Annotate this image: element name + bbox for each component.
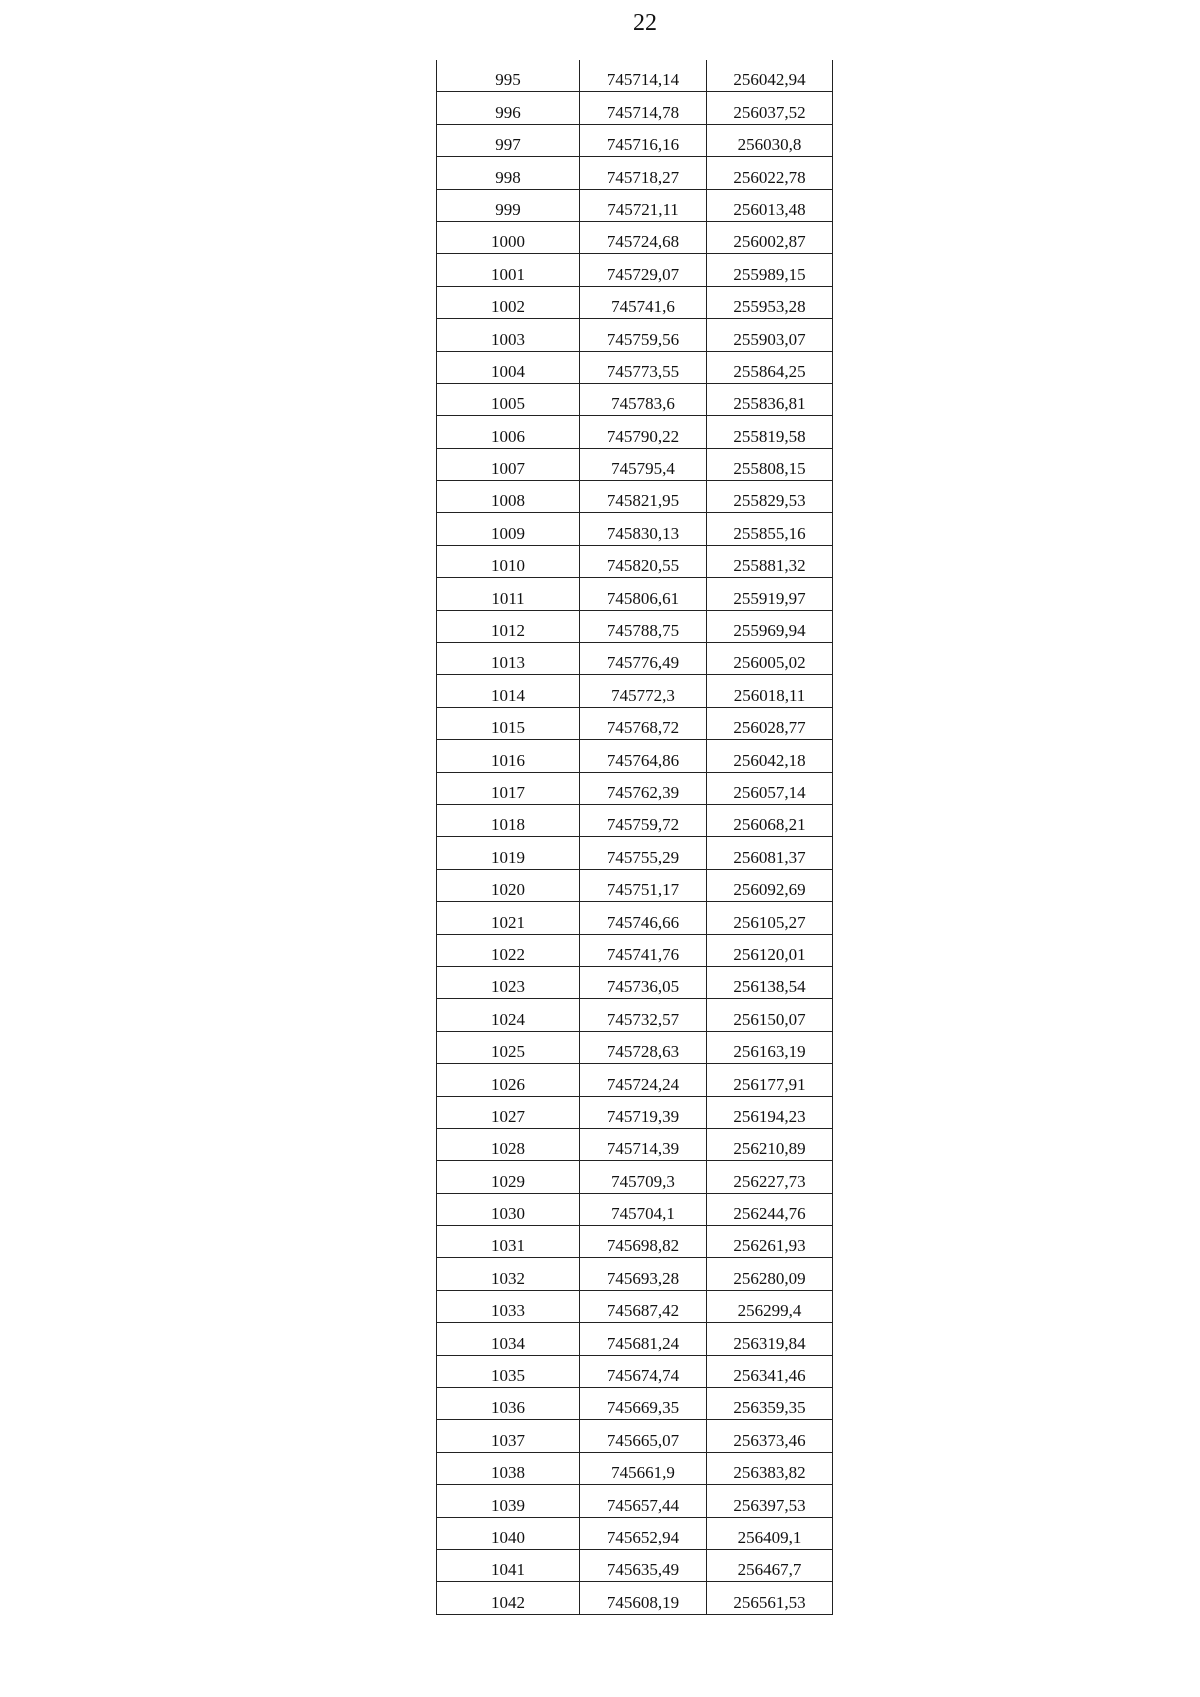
table-row xyxy=(437,675,833,707)
point-number-cell: 1031 xyxy=(437,1226,580,1258)
x-coordinate-cell: 745674,74 xyxy=(580,1355,707,1387)
y-coordinate-cell: 256163,19 xyxy=(707,1031,833,1063)
point-number-cell: 1006 xyxy=(437,416,580,448)
point-number-cell: 1010 xyxy=(437,545,580,577)
y-coordinate-cell: 256057,14 xyxy=(707,772,833,804)
x-coordinate-cell: 745635,49 xyxy=(580,1549,707,1581)
y-coordinate-cell: 255836,81 xyxy=(707,383,833,415)
x-coordinate-cell: 745821,95 xyxy=(580,481,707,513)
x-coordinate-cell: 745704,1 xyxy=(580,1193,707,1225)
point-number-cell: 1008 xyxy=(437,481,580,513)
table-row xyxy=(437,1485,833,1517)
point-number-cell: 1021 xyxy=(437,902,580,934)
table-row xyxy=(437,124,833,156)
y-coordinate-cell: 256002,87 xyxy=(707,221,833,253)
x-coordinate-cell: 745718,27 xyxy=(580,157,707,189)
table-row xyxy=(437,254,833,286)
y-coordinate-cell: 255969,94 xyxy=(707,610,833,642)
table-row xyxy=(437,1226,833,1258)
table-row xyxy=(437,1290,833,1322)
x-coordinate-cell: 745714,39 xyxy=(580,1128,707,1160)
table-row xyxy=(437,1096,833,1128)
y-coordinate-cell: 255829,53 xyxy=(707,481,833,513)
point-number-cell: 1000 xyxy=(437,221,580,253)
point-number-cell: 1023 xyxy=(437,966,580,998)
point-number-cell: 1011 xyxy=(437,578,580,610)
point-number-cell: 996 xyxy=(437,92,580,124)
y-coordinate-cell: 256261,93 xyxy=(707,1226,833,1258)
x-coordinate-cell: 745681,24 xyxy=(580,1323,707,1355)
table-row xyxy=(437,804,833,836)
point-number-cell: 997 xyxy=(437,124,580,156)
point-number-cell: 1027 xyxy=(437,1096,580,1128)
x-coordinate-cell: 745790,22 xyxy=(580,416,707,448)
y-coordinate-cell: 256092,69 xyxy=(707,869,833,901)
y-coordinate-cell: 256244,76 xyxy=(707,1193,833,1225)
point-number-cell: 1009 xyxy=(437,513,580,545)
point-number-cell: 1032 xyxy=(437,1258,580,1290)
point-number-cell: 1039 xyxy=(437,1485,580,1517)
table-row xyxy=(437,1161,833,1193)
table-row xyxy=(437,999,833,1031)
y-coordinate-cell: 255855,16 xyxy=(707,513,833,545)
x-coordinate-cell: 745698,82 xyxy=(580,1226,707,1258)
coordinates-table-body xyxy=(437,60,833,1614)
point-number-cell: 1012 xyxy=(437,610,580,642)
x-coordinate-cell: 745724,24 xyxy=(580,1064,707,1096)
point-number-cell: 1007 xyxy=(437,448,580,480)
table-row xyxy=(437,351,833,383)
table-row xyxy=(437,60,833,92)
point-number-cell: 1042 xyxy=(437,1582,580,1614)
y-coordinate-cell: 256227,73 xyxy=(707,1161,833,1193)
x-coordinate-cell: 745716,16 xyxy=(580,124,707,156)
table-row xyxy=(437,1193,833,1225)
table-row xyxy=(437,837,833,869)
table-row xyxy=(437,1031,833,1063)
x-coordinate-cell: 745724,68 xyxy=(580,221,707,253)
y-coordinate-cell: 256383,82 xyxy=(707,1452,833,1484)
y-coordinate-cell: 256210,89 xyxy=(707,1128,833,1160)
table-row xyxy=(437,869,833,901)
point-number-cell: 1005 xyxy=(437,383,580,415)
x-coordinate-cell: 745657,44 xyxy=(580,1485,707,1517)
table-row xyxy=(437,383,833,415)
table-row xyxy=(437,1549,833,1581)
y-coordinate-cell: 256299,4 xyxy=(707,1290,833,1322)
x-coordinate-cell: 745764,86 xyxy=(580,740,707,772)
x-coordinate-cell: 745736,05 xyxy=(580,966,707,998)
y-coordinate-cell: 255808,15 xyxy=(707,448,833,480)
point-number-cell: 1028 xyxy=(437,1128,580,1160)
x-coordinate-cell: 745759,56 xyxy=(580,319,707,351)
table-row xyxy=(437,934,833,966)
y-coordinate-cell: 256373,46 xyxy=(707,1420,833,1452)
table-row xyxy=(437,416,833,448)
y-coordinate-cell: 256105,27 xyxy=(707,902,833,934)
x-coordinate-cell: 745741,6 xyxy=(580,286,707,318)
point-number-cell: 1035 xyxy=(437,1355,580,1387)
y-coordinate-cell: 256341,46 xyxy=(707,1355,833,1387)
point-number-cell: 1040 xyxy=(437,1517,580,1549)
y-coordinate-cell: 256005,02 xyxy=(707,643,833,675)
table-row xyxy=(437,740,833,772)
point-number-cell: 1020 xyxy=(437,869,580,901)
x-coordinate-cell: 745820,55 xyxy=(580,545,707,577)
point-number-cell: 998 xyxy=(437,157,580,189)
table-row xyxy=(437,545,833,577)
table-row xyxy=(437,707,833,739)
y-coordinate-cell: 256280,09 xyxy=(707,1258,833,1290)
table-row xyxy=(437,1452,833,1484)
y-coordinate-cell: 255989,15 xyxy=(707,254,833,286)
table-row xyxy=(437,1323,833,1355)
table-row xyxy=(437,157,833,189)
point-number-cell: 999 xyxy=(437,189,580,221)
x-coordinate-cell: 745746,66 xyxy=(580,902,707,934)
y-coordinate-cell: 256028,77 xyxy=(707,707,833,739)
point-number-cell: 1024 xyxy=(437,999,580,1031)
point-number-cell: 1030 xyxy=(437,1193,580,1225)
table-row xyxy=(437,1128,833,1160)
x-coordinate-cell: 745714,14 xyxy=(580,60,707,92)
point-number-cell: 1013 xyxy=(437,643,580,675)
table-row xyxy=(437,189,833,221)
y-coordinate-cell: 256194,23 xyxy=(707,1096,833,1128)
table-row xyxy=(437,513,833,545)
point-number-cell: 1022 xyxy=(437,934,580,966)
x-coordinate-cell: 745661,9 xyxy=(580,1452,707,1484)
y-coordinate-cell: 256120,01 xyxy=(707,934,833,966)
x-coordinate-cell: 745755,29 xyxy=(580,837,707,869)
x-coordinate-cell: 745687,42 xyxy=(580,1290,707,1322)
table-row xyxy=(437,319,833,351)
x-coordinate-cell: 745709,3 xyxy=(580,1161,707,1193)
point-number-cell: 995 xyxy=(437,60,580,92)
y-coordinate-cell: 256319,84 xyxy=(707,1323,833,1355)
table-row xyxy=(437,1258,833,1290)
table-row xyxy=(437,448,833,480)
y-coordinate-cell: 256013,48 xyxy=(707,189,833,221)
point-number-cell: 1018 xyxy=(437,804,580,836)
x-coordinate-cell: 745741,76 xyxy=(580,934,707,966)
x-coordinate-cell: 745652,94 xyxy=(580,1517,707,1549)
y-coordinate-cell: 256068,21 xyxy=(707,804,833,836)
y-coordinate-cell: 256561,53 xyxy=(707,1582,833,1614)
point-number-cell: 1003 xyxy=(437,319,580,351)
point-number-cell: 1026 xyxy=(437,1064,580,1096)
x-coordinate-cell: 745728,63 xyxy=(580,1031,707,1063)
point-number-cell: 1019 xyxy=(437,837,580,869)
table-row xyxy=(437,1388,833,1420)
point-number-cell: 1036 xyxy=(437,1388,580,1420)
point-number-cell: 1014 xyxy=(437,675,580,707)
y-coordinate-cell: 255819,58 xyxy=(707,416,833,448)
y-coordinate-cell: 255953,28 xyxy=(707,286,833,318)
table-row xyxy=(437,1420,833,1452)
y-coordinate-cell: 255919,97 xyxy=(707,578,833,610)
x-coordinate-cell: 745665,07 xyxy=(580,1420,707,1452)
table-row xyxy=(437,286,833,318)
x-coordinate-cell: 745772,3 xyxy=(580,675,707,707)
table-row xyxy=(437,1355,833,1387)
x-coordinate-cell: 745773,55 xyxy=(580,351,707,383)
x-coordinate-cell: 745806,61 xyxy=(580,578,707,610)
x-coordinate-cell: 745768,72 xyxy=(580,707,707,739)
x-coordinate-cell: 745759,72 xyxy=(580,804,707,836)
x-coordinate-cell: 745795,4 xyxy=(580,448,707,480)
table-row xyxy=(437,578,833,610)
x-coordinate-cell: 745693,28 xyxy=(580,1258,707,1290)
y-coordinate-cell: 256177,91 xyxy=(707,1064,833,1096)
table-row xyxy=(437,966,833,998)
point-number-cell: 1038 xyxy=(437,1452,580,1484)
point-number-cell: 1001 xyxy=(437,254,580,286)
table-row xyxy=(437,1517,833,1549)
y-coordinate-cell: 256467,7 xyxy=(707,1549,833,1581)
x-coordinate-cell: 745788,75 xyxy=(580,610,707,642)
point-number-cell: 1041 xyxy=(437,1549,580,1581)
coordinates-table xyxy=(436,60,833,1615)
x-coordinate-cell: 745762,39 xyxy=(580,772,707,804)
point-number-cell: 1002 xyxy=(437,286,580,318)
x-coordinate-cell: 745608,19 xyxy=(580,1582,707,1614)
y-coordinate-cell: 256138,54 xyxy=(707,966,833,998)
x-coordinate-cell: 745783,6 xyxy=(580,383,707,415)
point-number-cell: 1025 xyxy=(437,1031,580,1063)
x-coordinate-cell: 745721,11 xyxy=(580,189,707,221)
table-row xyxy=(437,481,833,513)
table-row xyxy=(437,1582,833,1614)
table-row xyxy=(437,221,833,253)
y-coordinate-cell: 255881,32 xyxy=(707,545,833,577)
x-coordinate-cell: 745830,13 xyxy=(580,513,707,545)
y-coordinate-cell: 255903,07 xyxy=(707,319,833,351)
y-coordinate-cell: 256150,07 xyxy=(707,999,833,1031)
x-coordinate-cell: 745776,49 xyxy=(580,643,707,675)
table-row xyxy=(437,772,833,804)
x-coordinate-cell: 745719,39 xyxy=(580,1096,707,1128)
point-number-cell: 1017 xyxy=(437,772,580,804)
y-coordinate-cell: 255864,25 xyxy=(707,351,833,383)
point-number-cell: 1015 xyxy=(437,707,580,739)
point-number-cell: 1033 xyxy=(437,1290,580,1322)
page-number: 22 xyxy=(633,10,657,36)
y-coordinate-cell: 256081,37 xyxy=(707,837,833,869)
table-row xyxy=(437,643,833,675)
y-coordinate-cell: 256037,52 xyxy=(707,92,833,124)
x-coordinate-cell: 745751,17 xyxy=(580,869,707,901)
y-coordinate-cell: 256018,11 xyxy=(707,675,833,707)
point-number-cell: 1029 xyxy=(437,1161,580,1193)
x-coordinate-cell: 745729,07 xyxy=(580,254,707,286)
point-number-cell: 1016 xyxy=(437,740,580,772)
x-coordinate-cell: 745732,57 xyxy=(580,999,707,1031)
point-number-cell: 1034 xyxy=(437,1323,580,1355)
point-number-cell: 1037 xyxy=(437,1420,580,1452)
table-row xyxy=(437,1064,833,1096)
table-row xyxy=(437,902,833,934)
x-coordinate-cell: 745669,35 xyxy=(580,1388,707,1420)
y-coordinate-cell: 256042,94 xyxy=(707,60,833,92)
y-coordinate-cell: 256397,53 xyxy=(707,1485,833,1517)
y-coordinate-cell: 256359,35 xyxy=(707,1388,833,1420)
table-row xyxy=(437,92,833,124)
y-coordinate-cell: 256409,1 xyxy=(707,1517,833,1549)
table-row xyxy=(437,610,833,642)
x-coordinate-cell: 745714,78 xyxy=(580,92,707,124)
point-number-cell: 1004 xyxy=(437,351,580,383)
y-coordinate-cell: 256042,18 xyxy=(707,740,833,772)
y-coordinate-cell: 256030,8 xyxy=(707,124,833,156)
y-coordinate-cell: 256022,78 xyxy=(707,157,833,189)
